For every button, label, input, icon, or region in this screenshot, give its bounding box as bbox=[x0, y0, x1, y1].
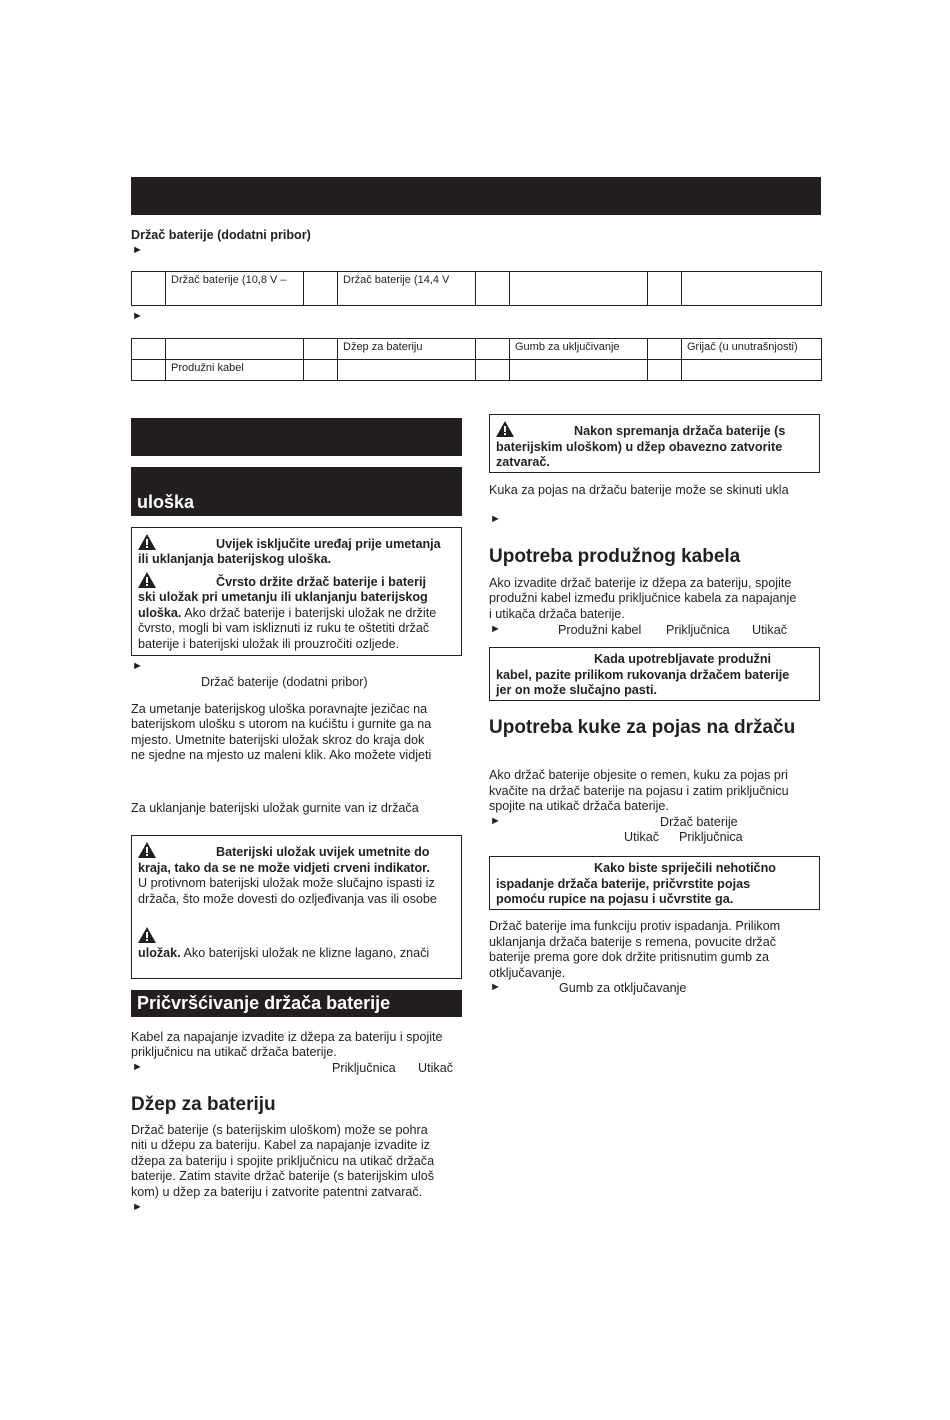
warning-text: čvrsto, mogli bi vam iskliznuti iz ruku te oštetiti držač bbox=[138, 621, 430, 635]
warning-icon bbox=[138, 534, 156, 550]
figure-label: Utikač bbox=[418, 1061, 453, 1075]
figure-label: Priključnica bbox=[332, 1061, 396, 1075]
warning-bold: uloška. bbox=[138, 606, 182, 620]
warning-text: držača, što može dovesti do ozljeđivanja vas ili osobe bbox=[138, 892, 437, 906]
table-cell bbox=[338, 360, 476, 381]
figure-label: Držač baterije (dodatni pribor) bbox=[201, 675, 368, 689]
table-cell bbox=[304, 272, 338, 306]
table-cell bbox=[132, 339, 166, 360]
note-box bbox=[489, 856, 820, 910]
table-cell bbox=[304, 360, 338, 381]
warning-icon bbox=[138, 927, 156, 943]
warning-text: ili uklanjanja baterijskog uloška. bbox=[138, 552, 332, 566]
paragraph-line: i utikača držača baterije. bbox=[489, 607, 625, 621]
figure-ref-arrow: ► bbox=[132, 1201, 143, 1213]
figure-ref-arrow: ► bbox=[132, 310, 143, 322]
paragraph-line: Za uklanjanje baterijski uložak gurnite van iz držača bbox=[131, 801, 419, 815]
warning-text: zatvarač. bbox=[496, 455, 550, 469]
paragraph-line: kom) u džep za bateriju i zatvorite patentni zatvarač. bbox=[131, 1185, 423, 1199]
paragraph-line: Držač baterije ima funkciju protiv ispadanja. Prilikom bbox=[489, 919, 781, 933]
table-cell bbox=[648, 360, 682, 381]
warning-text: baterijskim uloškom) u džep obavezno zatvorite bbox=[496, 440, 783, 454]
warning-icon bbox=[496, 421, 514, 437]
warning-rest: Ako baterijski uložak ne klizne lagano, znači bbox=[180, 946, 430, 960]
note-text: Kako biste spriječili nehotično bbox=[594, 861, 776, 875]
parts-table-2 bbox=[131, 338, 822, 381]
figure-label: Utikač bbox=[752, 623, 787, 637]
warning-text: baterije i baterijski uložak ili prouzročiti ozljede. bbox=[138, 637, 400, 651]
table-cell: Držač baterije (10,8 V – bbox=[166, 272, 304, 306]
paragraph-line: uklanjanja držača baterije s remena, povucite držač bbox=[489, 935, 777, 949]
paragraph-line: produžni kabel između priključnice kabela za napajanje bbox=[489, 591, 797, 605]
warning-text: Baterijski uložak uvijek umetnite do bbox=[216, 845, 430, 859]
paragraph-line: spojite na utikač držača baterije. bbox=[489, 799, 669, 813]
figure-ref-arrow: ► bbox=[490, 623, 501, 635]
left-section-bar-1 bbox=[131, 418, 462, 456]
table-cell bbox=[132, 360, 166, 381]
table-cell: Gumb za uključivanje bbox=[510, 339, 648, 360]
heading: Upotreba produžnog kabela bbox=[489, 546, 741, 567]
table-cell bbox=[166, 339, 304, 360]
left-section-bar-2 bbox=[131, 467, 462, 516]
note-box bbox=[489, 647, 820, 701]
heading: Džep za bateriju bbox=[131, 1094, 276, 1115]
warning-text bbox=[138, 946, 429, 962]
table-cell bbox=[510, 272, 648, 306]
figure-ref-arrow: ► bbox=[490, 815, 501, 827]
paragraph-line: baterije. Zatim stavite držač baterije (s baterijskim uloš bbox=[131, 1169, 435, 1183]
figure-label: Utikač bbox=[624, 830, 659, 844]
warning-text: kraja, tako da se ne može vidjeti crveni indikator. bbox=[138, 861, 430, 875]
section-title: Pričvršćivanje držača baterije bbox=[137, 993, 391, 1013]
section-title: uloška bbox=[137, 492, 195, 512]
warning-box bbox=[131, 527, 462, 656]
warning-bold: uložak. bbox=[138, 946, 181, 960]
parts-table-1 bbox=[131, 271, 822, 306]
warning-icon bbox=[138, 572, 156, 588]
warning-text: ski uložak pri umetanju ili uklanjanju baterijskog bbox=[138, 590, 428, 604]
table-cell bbox=[476, 272, 510, 306]
table-cell bbox=[682, 360, 822, 381]
warning-text: Čvrsto držite držač baterije i baterij bbox=[216, 575, 426, 589]
figure-ref-arrow: ► bbox=[132, 244, 143, 256]
paragraph-line: otključavanje. bbox=[489, 966, 566, 980]
table-cell bbox=[304, 339, 338, 360]
warning-text: Uvijek isključite uređaj prije umetanja bbox=[216, 537, 441, 551]
table-cell bbox=[476, 339, 510, 360]
note-text: kabel, pazite prilikom rukovanja držačem baterije bbox=[496, 668, 790, 682]
table-cell bbox=[476, 360, 510, 381]
paragraph-line: kvačite na držač baterije na pojasu i zatim priključnicu bbox=[489, 784, 789, 798]
paragraph-line: priključnicu na utikač držača baterije. bbox=[131, 1045, 337, 1059]
warning-box bbox=[489, 414, 820, 473]
section-bar bbox=[131, 990, 462, 1017]
paragraph-line: Ako držač baterije objesite o remen, kuku za pojas pri bbox=[489, 768, 788, 782]
paragraph-line: ne sjedne na mjesto uz maleni klik. Ako možete vidjeti bbox=[131, 748, 432, 762]
warning-text: Nakon spremanja držača baterije (s bbox=[574, 424, 786, 438]
figure-label: Držač baterije bbox=[660, 815, 738, 829]
warning-rest: Ako držač baterije i baterijski uložak ne držite bbox=[181, 606, 437, 620]
table-cell bbox=[648, 339, 682, 360]
warning-text: U protivnom baterijski uložak može slučajno ispasti iz bbox=[138, 876, 435, 890]
paragraph-line: Ako izvadite držač baterije iz džepa za bateriju, spojite bbox=[489, 576, 792, 590]
paragraph-line: mjesto. Umetnite baterijski uložak skroz do kraja dok bbox=[131, 733, 425, 747]
paragraph-line: baterijskom ulošku s utorom na kućištu i gurnite ga na bbox=[131, 717, 432, 731]
figure-label: Priključnica bbox=[679, 830, 743, 844]
paragraph-line: Za umetanje baterijskog uloška poravnajte jezičac na bbox=[131, 702, 428, 716]
paragraph-line: baterije prema gore dok držite pritisnutim gumb za bbox=[489, 950, 769, 964]
table-cell: Držač baterije (14,4 V bbox=[338, 272, 476, 306]
table-cell: Grijač (u unutrašnjosti) bbox=[682, 339, 822, 360]
warning-text bbox=[138, 606, 436, 622]
note-text: jer on može slučajno pasti. bbox=[496, 683, 657, 697]
figure-ref-arrow: ► bbox=[132, 1061, 143, 1073]
table-cell bbox=[648, 272, 682, 306]
figure-label: Priključnica bbox=[666, 623, 730, 637]
figure-label: Gumb za otključavanje bbox=[559, 981, 687, 995]
figure-ref-arrow: ► bbox=[490, 513, 501, 525]
paragraph-line: džepa za bateriju i spojite priključnicu na utikač držača bbox=[131, 1154, 435, 1168]
table-cell bbox=[682, 272, 822, 306]
warning-box bbox=[131, 835, 462, 979]
note-text: Kada upotrebljavate produžni bbox=[594, 652, 772, 666]
warning-icon bbox=[138, 842, 156, 858]
figure-ref-arrow: ► bbox=[132, 660, 143, 672]
paragraph-line: niti u džepu za bateriju. Kabel za napajanje izvadite iz bbox=[131, 1138, 430, 1152]
heading: Upotreba kuke za pojas na držaču bbox=[489, 717, 796, 738]
figure-ref-arrow: ► bbox=[490, 981, 501, 993]
table-cell bbox=[132, 272, 166, 306]
paragraph-line: Kuka za pojas na držaču baterije može se skinuti ukla bbox=[489, 483, 789, 497]
note-text: pomoću rupice na pojasu i učvrstite ga. bbox=[496, 892, 734, 906]
note-text: ispadanje držača baterije, pričvrstite pojas bbox=[496, 877, 751, 891]
top-subtitle: Držač baterije (dodatni pribor) bbox=[131, 228, 311, 242]
table-cell bbox=[510, 360, 648, 381]
paragraph-line: Držač baterije (s baterijskim uloškom) može se pohra bbox=[131, 1123, 428, 1137]
table-cell: Produžni kabel bbox=[166, 360, 304, 381]
figure-label: Produžni kabel bbox=[558, 623, 642, 637]
table-cell: Džep za bateriju bbox=[338, 339, 476, 360]
paragraph-line: Kabel za napajanje izvadite iz džepa za bateriju i spojite bbox=[131, 1030, 443, 1044]
top-header-bar bbox=[131, 177, 821, 215]
